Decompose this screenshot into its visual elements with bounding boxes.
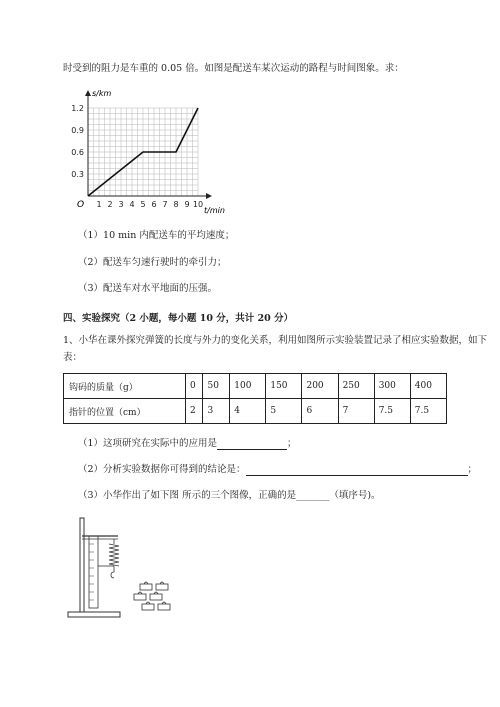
spring-apparatus-illustration (66, 512, 186, 627)
table-cell: 2 (186, 399, 203, 424)
x-tick-label: 6 (151, 200, 157, 209)
table-cell: 4 (230, 399, 266, 424)
table-cell: 7.5 (374, 399, 410, 424)
table-cell: 6 (302, 399, 338, 424)
table-cell: 7 (338, 399, 374, 424)
table-cell: 150 (266, 374, 302, 399)
problem-1-text-cont: 表： (63, 352, 83, 363)
x-tick-label: 4 (129, 200, 135, 209)
x-tick-label: 3 (118, 200, 124, 209)
y-tick-label: 0.6 (71, 148, 84, 157)
table-cell: 3 (203, 399, 230, 424)
sub-question-2-text: （2）分析实验数据你可得到的结论是： (78, 464, 246, 475)
question-2: （2）配送车匀速行驶时的牵引力； (78, 257, 227, 268)
sub-question-3: （3）小华作出了如下图 所示的三个图像，正确的是_______（填序号)。 (78, 490, 381, 501)
x-tick-label: 7 (162, 200, 168, 209)
answer-blank-2[interactable] (246, 465, 468, 476)
table-row (64, 399, 447, 424)
origin-label: O (77, 200, 85, 210)
x-tick-label: 5 (140, 200, 146, 209)
x-tick-label: 2 (107, 200, 113, 209)
sub-question-1-text: （1）这项研究在实际中的应用是 (78, 438, 218, 449)
sub-question-1-end: ； (287, 438, 297, 449)
x-axis-arrow (206, 193, 212, 199)
row-header-position: 指针的位置（cm） (64, 399, 186, 424)
table-cell: 50 (203, 374, 230, 399)
table-cell: 5 (266, 399, 302, 424)
table-cell: 0 (186, 374, 203, 399)
table-cell: 250 (338, 374, 374, 399)
x-tick-label: 8 (173, 200, 179, 209)
section-title: 四、实验探究（2 小题，每小题 10 分，共计 20 分） (63, 313, 294, 324)
table-cell: 300 (374, 374, 410, 399)
table-row (64, 374, 447, 399)
table-cell: 7.5 (410, 399, 446, 424)
sub-question-1 (78, 438, 297, 450)
y-tick-label: 0.9 (71, 126, 84, 135)
table-cell: 200 (302, 374, 338, 399)
distance-time-chart (70, 86, 235, 218)
question-1: （1）10 min 内配送车的平均速度； (78, 230, 235, 241)
y-axis-arrow (85, 90, 91, 96)
sub-question-2 (78, 464, 477, 476)
y-tick-label: 0.3 (71, 170, 84, 179)
intro-line: 时受到的阻力是车重的 0.05 倍。如图是配送车某次运动的路程与时间图象。求： (63, 63, 404, 74)
data-table (63, 373, 447, 424)
y-tick-label: 1.2 (71, 104, 84, 113)
sub-question-2-end: ； (467, 464, 478, 475)
question-3: （3）配送车对水平地面的压强。 (78, 283, 218, 294)
table-cell: 400 (410, 374, 446, 399)
x-tick-label: 10 (192, 200, 204, 209)
x-axis-label: t/min (204, 206, 225, 215)
answer-blank-1[interactable] (217, 439, 287, 450)
x-tick-label: 9 (184, 200, 190, 209)
y-axis-label: s/km (92, 89, 112, 98)
row-header-mass: 钩码的质量（g） (64, 374, 186, 399)
problem-1-text: 1、小华在课外探究弹簧的长度与外力的变化关系，利用如图所示实验装置记录了相应实验数据，如下 (63, 335, 488, 346)
x-tick-label: 1 (96, 200, 102, 209)
table-cell: 100 (230, 374, 266, 399)
